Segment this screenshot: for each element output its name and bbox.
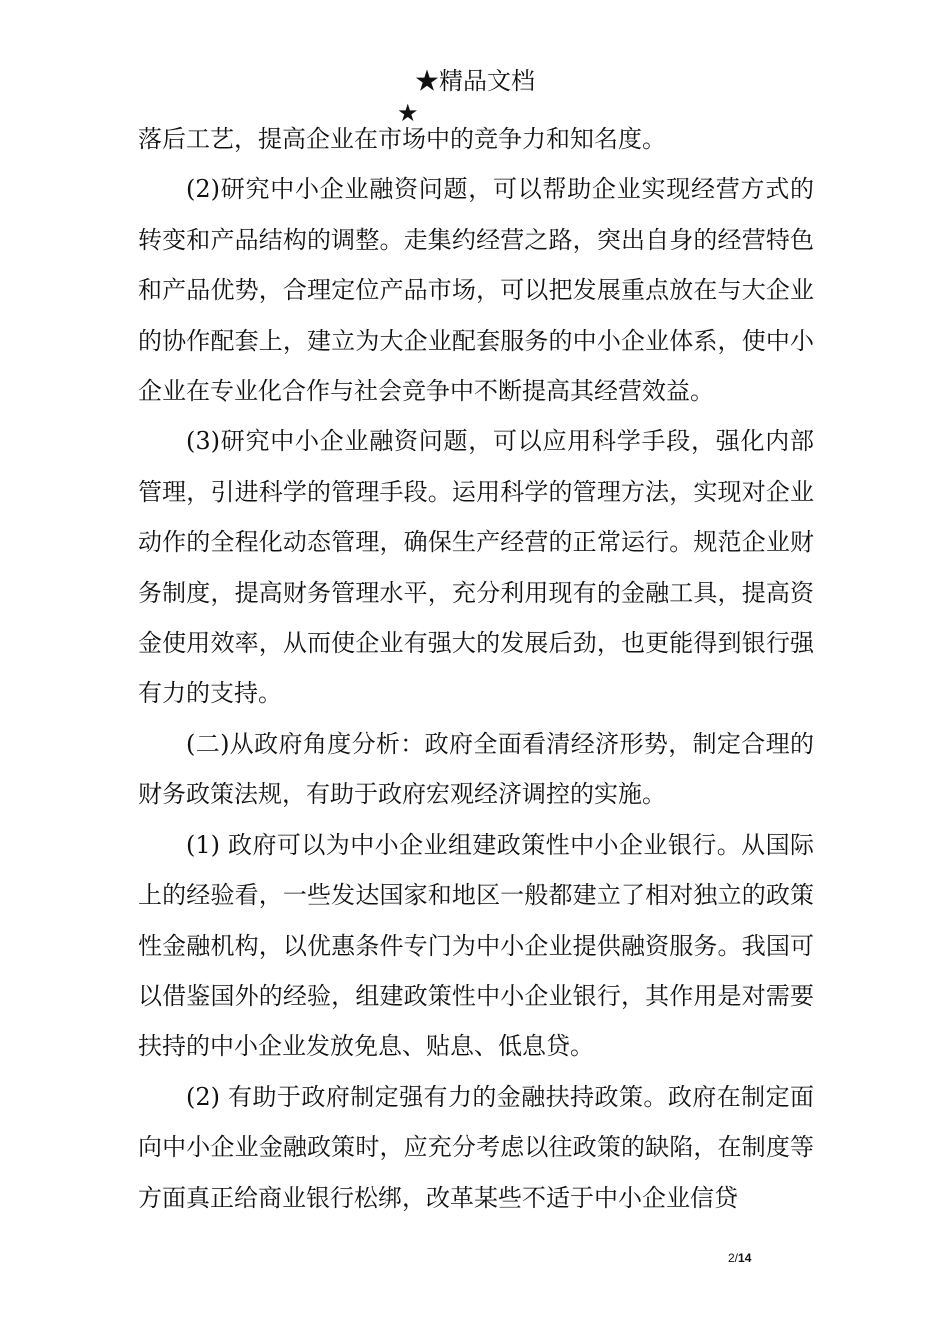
paragraph-3: (3)研究中小企业融资问题，可以应用科学手段，强化内部管理，引进科学的管理手段。运用科学的管理方法，实现对企业动作的全程化动态管理，确保生产经营的正常运行。规范企业财务制度，提高财务管理水平，充分利用现有的金融工具，提高资金使用效率，从而使企业有强大的发展后劲，也更能得到银行强有力的支持。 (138, 427, 814, 708)
document-body (138, 114, 814, 1223)
document-header-title: ★精品文档 (415, 67, 535, 95)
header-star-icon: ★ (397, 99, 419, 127)
paragraph-2: (2)研究中小企业融资问题，可以帮助企业实现经营方式的转变和产品结构的调整。走集约经营之路，突出自身的经营特色和产品优势，合理定位产品市场，可以把发展重点放在与大企业的协作配套上，建立为大企业配套服务的中小企业体系，使中小企业在专业化合作与社会竞争中不断提高其经营效益。 (138, 175, 814, 406)
page-total: 14 (738, 1251, 752, 1265)
paragraph-1: 落后工艺，提高企业在市场中的竞争力和知名度。 (138, 125, 666, 153)
paragraph-6: (2) 有助于政府制定强有力的金融扶持政策。政府在制定面向中小企业金融政策时，应充分考虑以往政策的缺陷，在制度等方面真正给商业银行松绑，改革某些不适于中小企业信贷 (138, 1082, 814, 1212)
page-current: 2/ (728, 1251, 739, 1265)
paragraph-5: (1) 政府可以为中小企业组建政策性中小企业银行。从国际上的经验看，一些发达国家和地区一般都建立了相对独立的政策性金融机构，以优惠条件专门为中小企业提供融资服务。我国可以借鉴国外的经验，组建政策性中小企业银行，其作用是对需要扶持的中小企业发放免息、贴息、低息贷。 (138, 830, 814, 1061)
page-number (728, 1251, 751, 1265)
paragraph-4: (二)从政府角度分析：政府全面看清经济形势，制定合理的财务政策法规，有助于政府宏观经济调控的实施。 (138, 729, 814, 809)
